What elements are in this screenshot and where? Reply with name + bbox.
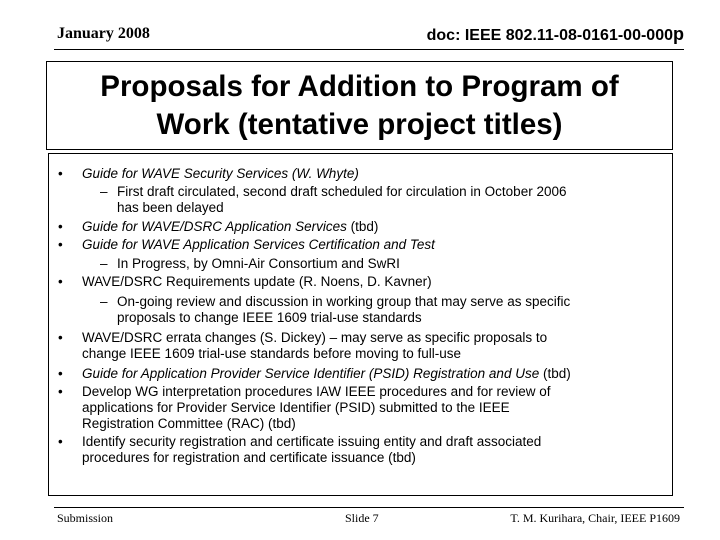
footer-slide-number: Slide 7: [345, 511, 379, 525]
list-item: [82, 384, 682, 432]
list-item: [82, 219, 682, 235]
header-date: January 2008: [57, 25, 150, 42]
bullet-marker: •: [58, 330, 63, 345]
footer-rule: [54, 507, 684, 508]
header-rule: [54, 49, 684, 50]
list-item: [82, 366, 682, 382]
item-line: Identify security registration and certificate issuing entity and draft associated: [82, 434, 542, 449]
list-item: Guide for WAVE Security Services (W. Whyte): [82, 166, 359, 181]
item-line: procedures for registration and certificate issuance (tbd): [82, 450, 416, 465]
list-item: WAVE/DSRC Requirements update (R. Noens, D. Kavner): [82, 274, 432, 289]
slide-title: [100, 68, 618, 144]
dash-marker: –: [100, 294, 108, 309]
bullet-marker: •: [58, 434, 63, 449]
item-title: Guide for WAVE/DSRC Application Services: [82, 219, 347, 234]
slide-title-line-2: Work (tentative project titles): [156, 107, 563, 141]
sub-item-text-cont: proposals to change IEEE 1609 trial-use standards: [117, 310, 422, 325]
bullet-marker: •: [58, 237, 63, 252]
sub-item-text: First draft circulated, second draft scheduled for circulation in October 2006: [117, 184, 567, 199]
slide-title-box: [46, 61, 673, 150]
list-item: [82, 434, 682, 466]
sub-list-item: [100, 256, 675, 272]
bullet-marker: •: [58, 274, 63, 289]
item-line: applications for Provider Service Identifier (PSID) submitted to the IEEE: [82, 400, 510, 415]
item-line: Develop WG interpretation procedures IAW IEEE procedures and for review of: [82, 384, 551, 399]
list-item: [82, 330, 682, 362]
item-note: (tbd): [346, 219, 379, 234]
header-doc-id: [427, 24, 684, 45]
footer-submission: Submission: [57, 511, 114, 525]
sub-list-item: [100, 184, 675, 216]
doc-id-suffix: p: [673, 24, 684, 44]
item-line: WAVE/DSRC errata changes (S. Dickey) – may serve as specific proposals to: [82, 330, 548, 345]
list-item: Guide for WAVE Application Services Certification and Test: [82, 237, 435, 252]
item-line: Registration Committee (RAC) (tbd): [82, 416, 296, 431]
sub-item-text-cont: has been delayed: [117, 200, 224, 215]
item-title: Guide for Application Provider Service Identifier (PSID) Registration and Use: [82, 366, 540, 381]
bullet-marker: •: [58, 166, 63, 181]
bullet-marker: •: [58, 366, 63, 381]
item-note: (tbd): [539, 366, 571, 381]
sub-list-item: [100, 294, 675, 326]
sub-item-text: On-going review and discussion in working group that may serve as specific: [117, 294, 571, 309]
dash-marker: –: [100, 184, 108, 199]
sub-item-text: In Progress, by Omni-Air Consortium and SwRI: [117, 256, 400, 271]
bullet-marker: •: [58, 219, 63, 234]
bullet-marker: •: [58, 384, 63, 399]
slide-title-line-1: Proposals for Addition to Program of: [100, 69, 619, 103]
item-line: change IEEE 1609 trial-use standards before moving to full-use: [82, 346, 461, 361]
dash-marker: –: [100, 256, 108, 271]
doc-id-main: doc: IEEE 802.11-08-0161-00-000: [426, 27, 673, 44]
footer-author: T. M. Kurihara, Chair, IEEE P1609: [510, 511, 680, 525]
